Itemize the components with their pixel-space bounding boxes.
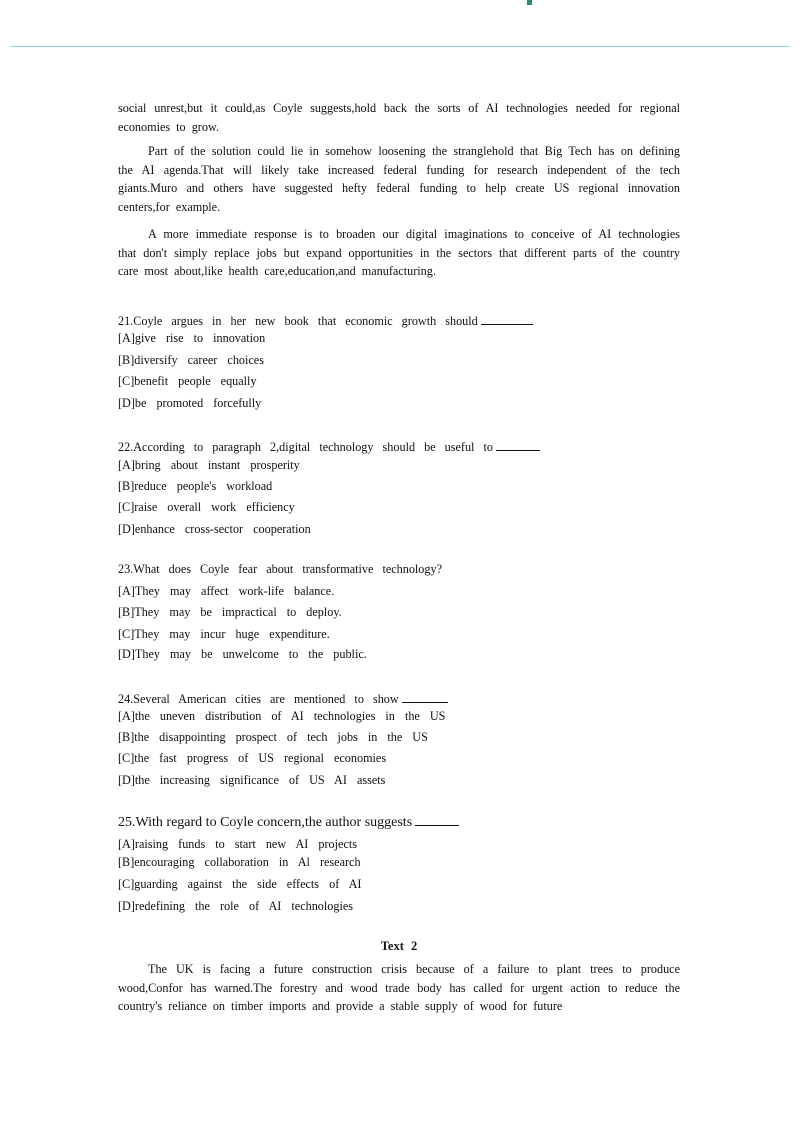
- question-21-option-a: [A]give rise to innovation: [118, 331, 266, 345]
- question-24-option-c: [C]the fast progress of US regional economies: [118, 751, 387, 765]
- question-stem-text: 22.According to paragraph 2,digital technology should be useful to: [118, 440, 493, 454]
- question-22-option-d: [D]enhance cross-sector cooperation: [118, 522, 311, 536]
- question-23-option-c: [C]They may incur huge expenditure.: [118, 627, 330, 641]
- question-23-option-b: [B]They may be impractical to deploy.: [118, 605, 342, 619]
- question-21-option-b: [B]diversify career choices: [118, 353, 264, 367]
- text-2-paragraph: The UK is facing a future construction crisis because of a failure to plant trees to produce wood,Confor has warned.The forestry and wood trade body has called for urgent action to reduce the country's reliance on timber imports and provide a stable supply of wood for future: [118, 962, 680, 1013]
- question-23-option-a: [A]They may affect work-life balance.: [118, 584, 335, 598]
- section-title-text-2: Text 2: [380, 939, 418, 953]
- question-23-stem: 23.What does Coyle fear about transformative technology?: [118, 562, 443, 576]
- question-22-stem: [118, 438, 540, 455]
- header-divider: [10, 46, 790, 47]
- question-24-option-a: [A]the uneven distribution of AI technologies in the US: [118, 709, 446, 723]
- question-stem-text: 21.Coyle argues in her new book that economic growth should: [118, 314, 478, 328]
- answer-blank: [481, 312, 533, 325]
- question-25-stem: [118, 813, 459, 831]
- question-24-option-d: [D]the increasing significance of US AI assets: [118, 773, 386, 787]
- question-21-stem: [118, 312, 533, 329]
- question-25-option-a: [A]raising funds to start new AI projects: [118, 837, 357, 851]
- header-logo-fragment: [527, 0, 532, 5]
- question-stem-text: 24.Several American cities are mentioned to show: [118, 692, 399, 706]
- question-25-option-c: [C]guarding against the side effects of AI: [118, 877, 362, 891]
- paragraph-2: Part of the solution could lie in somehow loosening the stranglehold that Big Tech has on defining the AI agenda.That will likely take increased federal funding for research independent of the tech giants.Muro and others have suggested hefty federal funding to help create US regional innovation centers,for example.: [118, 144, 680, 214]
- question-stem-text: 25.With regard to Coyle concern,the author suggests: [118, 815, 413, 830]
- paragraph-3: A more immediate response is to broaden our digital imaginations to conceive of AI technologies that don't simply replace jobs but expand opportunities in the sectors that different parts of the country care most about,like health care,education,and manufacturing.: [118, 227, 680, 278]
- question-24-stem: [118, 690, 448, 707]
- question-24-option-b: [B]the disappointing prospect of tech jobs in the US: [118, 730, 428, 744]
- answer-blank: [496, 438, 540, 451]
- question-22-option-c: [C]raise overall work efficiency: [118, 500, 295, 514]
- question-22-option-a: [A]bring about instant prosperity: [118, 458, 300, 472]
- answer-blank: [415, 813, 459, 826]
- question-25-option-b: [B]encouraging collaboration in Al research: [118, 855, 361, 869]
- question-21-option-c: [C]benefit people equally: [118, 374, 257, 388]
- question-23-option-d: [D]They may be unwelcome to the public.: [118, 647, 367, 661]
- question-25-option-d: [D]redefining the role of AI technologies: [118, 899, 354, 913]
- question-22-option-b: [B]reduce people's workload: [118, 479, 273, 493]
- paragraph-1: social unrest,but it could,as Coyle suggests,hold back the sorts of AI technologies needed for regional economies to grow.: [118, 101, 680, 134]
- answer-blank: [402, 690, 448, 703]
- question-21-option-d: [D]be promoted forcefully: [118, 396, 262, 410]
